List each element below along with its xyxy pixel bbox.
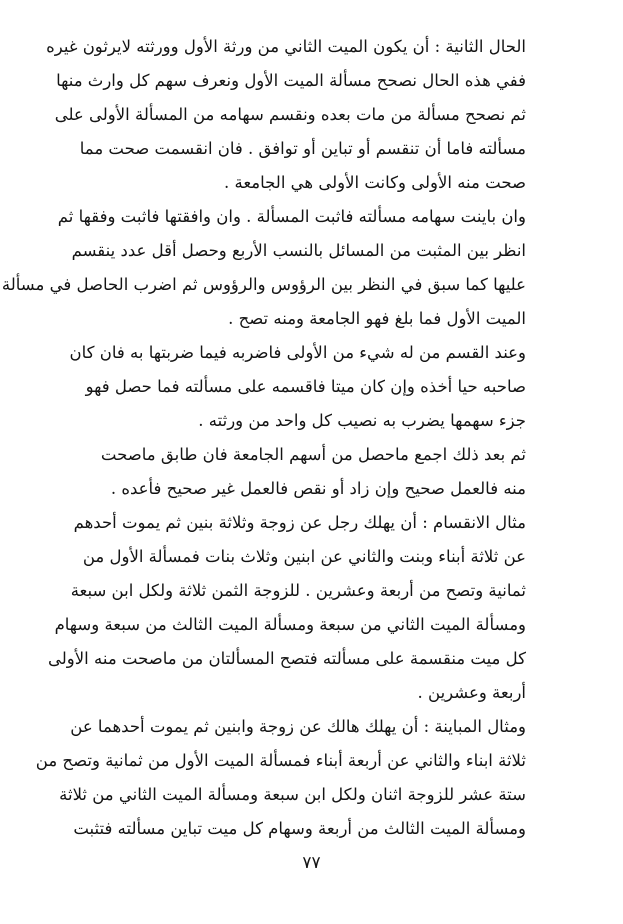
text-line: ثم بعد ذلك اجمع ماحصل من أسهم الجامعة فان طابق ماصحت (100, 445, 526, 464)
text-line: أربعة وعشرين . (417, 683, 526, 702)
text-line: منه فالعمل صحيح وإن زاد أو نقص فالعمل غير صحيح فأعده . (110, 479, 526, 498)
body-text (1, 30, 526, 846)
text-line: مسألته فاما أن تنقسم أو تباين أو توافق . فان انقسمت صحت مما (79, 139, 526, 158)
text-line: وعند القسم من له شيء من الأولى فاضربه فيما ضربتها به فان كان (69, 343, 526, 362)
text-line: ثلاثة ابناء والثاني عن أربعة أبناء فمسألة الميت الأول من ثمانية وتصح من (35, 751, 526, 770)
text-line: صحت منه الأولى وكانت الأولى هي الجامعة . (223, 173, 526, 192)
text-line: ففي هذه الحال نصحح مسألة الميت الأول ونعرف سهم كل وارث منها (56, 71, 526, 90)
text-line: وان باينت سهامه مسألته فاثبت المسألة . وان وافقتها فاثبت وفقها ثم (57, 207, 526, 226)
text-line: جزء سهمها يضرب به نصيب كل واحد من ورثته . (198, 411, 526, 430)
text-line: عن ثلاثة أبناء وبنت والثاني عن ابنين وثلاث بنات فمسألة الأول من (82, 547, 526, 566)
text-line: عليها كما سبق في النظر بين الرؤوس والرؤوس ثم اضرب الحاصل في مسألة (1, 275, 526, 294)
paragraph (1, 200, 526, 336)
page-number: ٧٧ (302, 853, 321, 873)
text-line: صاحبه حيا أخذه وإن كان ميتا فاقسمه على مسألته فما حصل فهو (85, 377, 526, 396)
paragraph (35, 710, 526, 846)
paragraph (46, 30, 526, 200)
text-line: الميت الأول فما بلغ فهو الجامعة ومنه تصح . (228, 309, 526, 328)
text-line: ثمانية وتصح من أربعة وعشرين . للزوجة الثمن ثلاثة ولكل ابن سبعة (70, 581, 526, 600)
text-line: ستة عشر للزوجة اثنان ولكل ابن سبعة ومسألة الميت الثاني من ثلاثة (59, 785, 526, 804)
text-line: ثم نصحح مسألة من مات بعده ونقسم سهامه من المسألة الأولى على (54, 105, 526, 124)
text-line: انظر بين المثبت من المسائل بالنسب الأربع وحصل أقل عدد ينقسم (71, 241, 526, 260)
text-line: ومسألة الميت الثاني من سبعة ومسألة الميت الثالث من سبعة وسهام (54, 615, 526, 634)
text-line: الحال الثانية : أن يكون الميت الثاني من ورثة الأول وورثته لايرثون غيره (46, 37, 526, 56)
paragraph (102, 438, 526, 506)
text-line: كل ميت منقسمة على مسألته فتصح المسألتان من ماصحت منه الأولى (48, 649, 526, 668)
text-line: ومثال المباينة : أن يهلك هالك عن زوجة وابنين ثم يموت أحدهما عن (70, 717, 526, 736)
paragraph (69, 336, 526, 438)
paragraph (48, 506, 526, 710)
text-line: ومسألة الميت الثالث من أربعة وسهام كل ميت تباين مسألته فتثبت (73, 819, 526, 838)
text-line: مثال الانقسام : أن يهلك رجل عن زوجة وثلاثة بنين ثم يموت أحدهم (73, 513, 526, 532)
